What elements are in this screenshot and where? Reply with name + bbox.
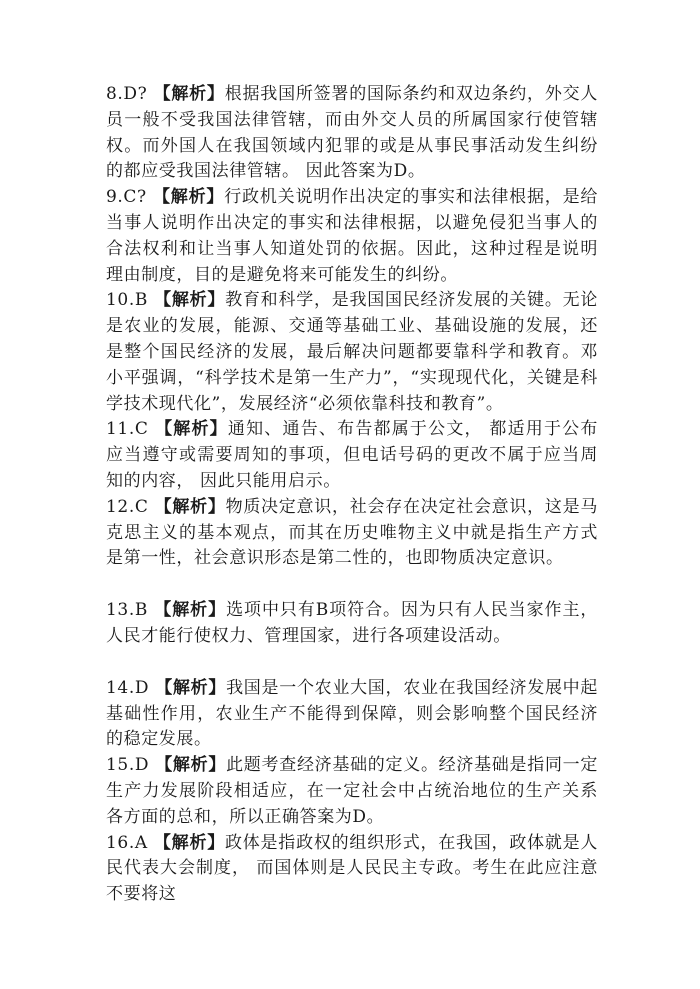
answer-text: 行政机关说明作出决定的事实和法律根据，是给当事人说明作出决定的事实和法律根据，以避免侵犯当事人的合法权利和让当事人知道处罚的依据。因此，这种过程是说明理由制度，目的是避免将来可能发生的纠纷。 xyxy=(106,187,598,285)
answer-number: 9.C? xyxy=(106,187,147,208)
answer-text: 根据我国所签署的国际条约和双边条约，外交人员一般不受我国法律管辖，而由外交人员的所属国家行使管辖权。而外国人在我国领域内犯罪的或是从事民事活动发生纠纷的都应受我国法律管辖。 因此答案为D。 xyxy=(106,84,598,182)
answer-number: 10.B xyxy=(106,290,148,311)
analysis-tag: 【解析】 xyxy=(155,677,227,698)
analysis-tag: 【解析】 xyxy=(155,755,227,776)
analysis-tag: 【解析】 xyxy=(152,187,225,208)
answer-text: 选项中只有B项符合。因为只有人民当家作主，人民才能行使权力、管理国家，进行各项建设活动。 xyxy=(106,600,599,646)
answer-item-15 xyxy=(106,753,598,830)
answer-item-9 xyxy=(106,185,598,288)
answer-item-10 xyxy=(106,288,598,417)
analysis-tag: 【解析】 xyxy=(154,496,226,517)
answer-text: 此题考查经济基础的定义。经济基础是指同一定生产力发展阶段相适应，在一定社会中占统治地位的生产关系各方面的总和，所以正确答案为D。 xyxy=(106,755,598,827)
answer-explanations xyxy=(106,82,598,908)
answer-number: 8.D? xyxy=(106,84,148,104)
answer-item-12 xyxy=(106,495,598,572)
answer-text: 政体是指政权的组织形式，在我国，政体就是人民代表大会制度， 而国体则是人民民主专政。考生在此应注意不要将这 xyxy=(106,832,598,905)
answer-number: 13.B xyxy=(106,600,148,621)
answer-text: 我国是一个农业大国，农业在我国经济发展中起基础性作用，农业生产不能得到保障，则会影响整个国民经济的稳定发展。 xyxy=(106,677,598,750)
answer-item-16 xyxy=(106,831,598,908)
answer-number: 11.C xyxy=(106,419,149,440)
answer-number: 12.C xyxy=(106,496,149,517)
answer-text: 通知、通告、布告都属于公文， 都适用于公布应当遵守或需要周知的事项，但电话号码的更改不属于应当周知的内容， 因此只能用启示。 xyxy=(106,419,598,491)
answer-item-11 xyxy=(106,417,598,494)
analysis-tag: 【解析】 xyxy=(153,84,225,104)
answer-item-8 xyxy=(106,82,598,185)
answer-item-13 xyxy=(106,598,598,650)
answer-text: 教育和科学，是我国国民经济发展的关键。无论是农业的发展，能源、交通等基础工业、基础设施的发展，还是整个国民经济的发展，最后解决问题都要靠科学和教育。邓小平强调，“科学技术是第一生产力”，“实现现代化，关键是科学技术现代化”，发展经济“必须依靠科技和教育”。 xyxy=(106,290,598,414)
answer-item-14 xyxy=(106,676,598,753)
analysis-tag: 【解析】 xyxy=(155,419,228,440)
analysis-tag: 【解析】 xyxy=(153,832,225,853)
analysis-tag: 【解析】 xyxy=(154,600,227,621)
answer-text: 物质决定意识，社会存在决定社会意识，这是马克思主义的基本观点，而其在历史唯物主义中就是指生产方式是第一性，社会意识形态是第二性的，也即物质决定意识。 xyxy=(106,496,598,569)
analysis-tag: 【解析】 xyxy=(154,290,226,311)
answer-number: 16.A xyxy=(106,832,148,853)
answer-number: 14.D xyxy=(106,677,150,698)
answer-number: 15.D xyxy=(106,755,150,776)
